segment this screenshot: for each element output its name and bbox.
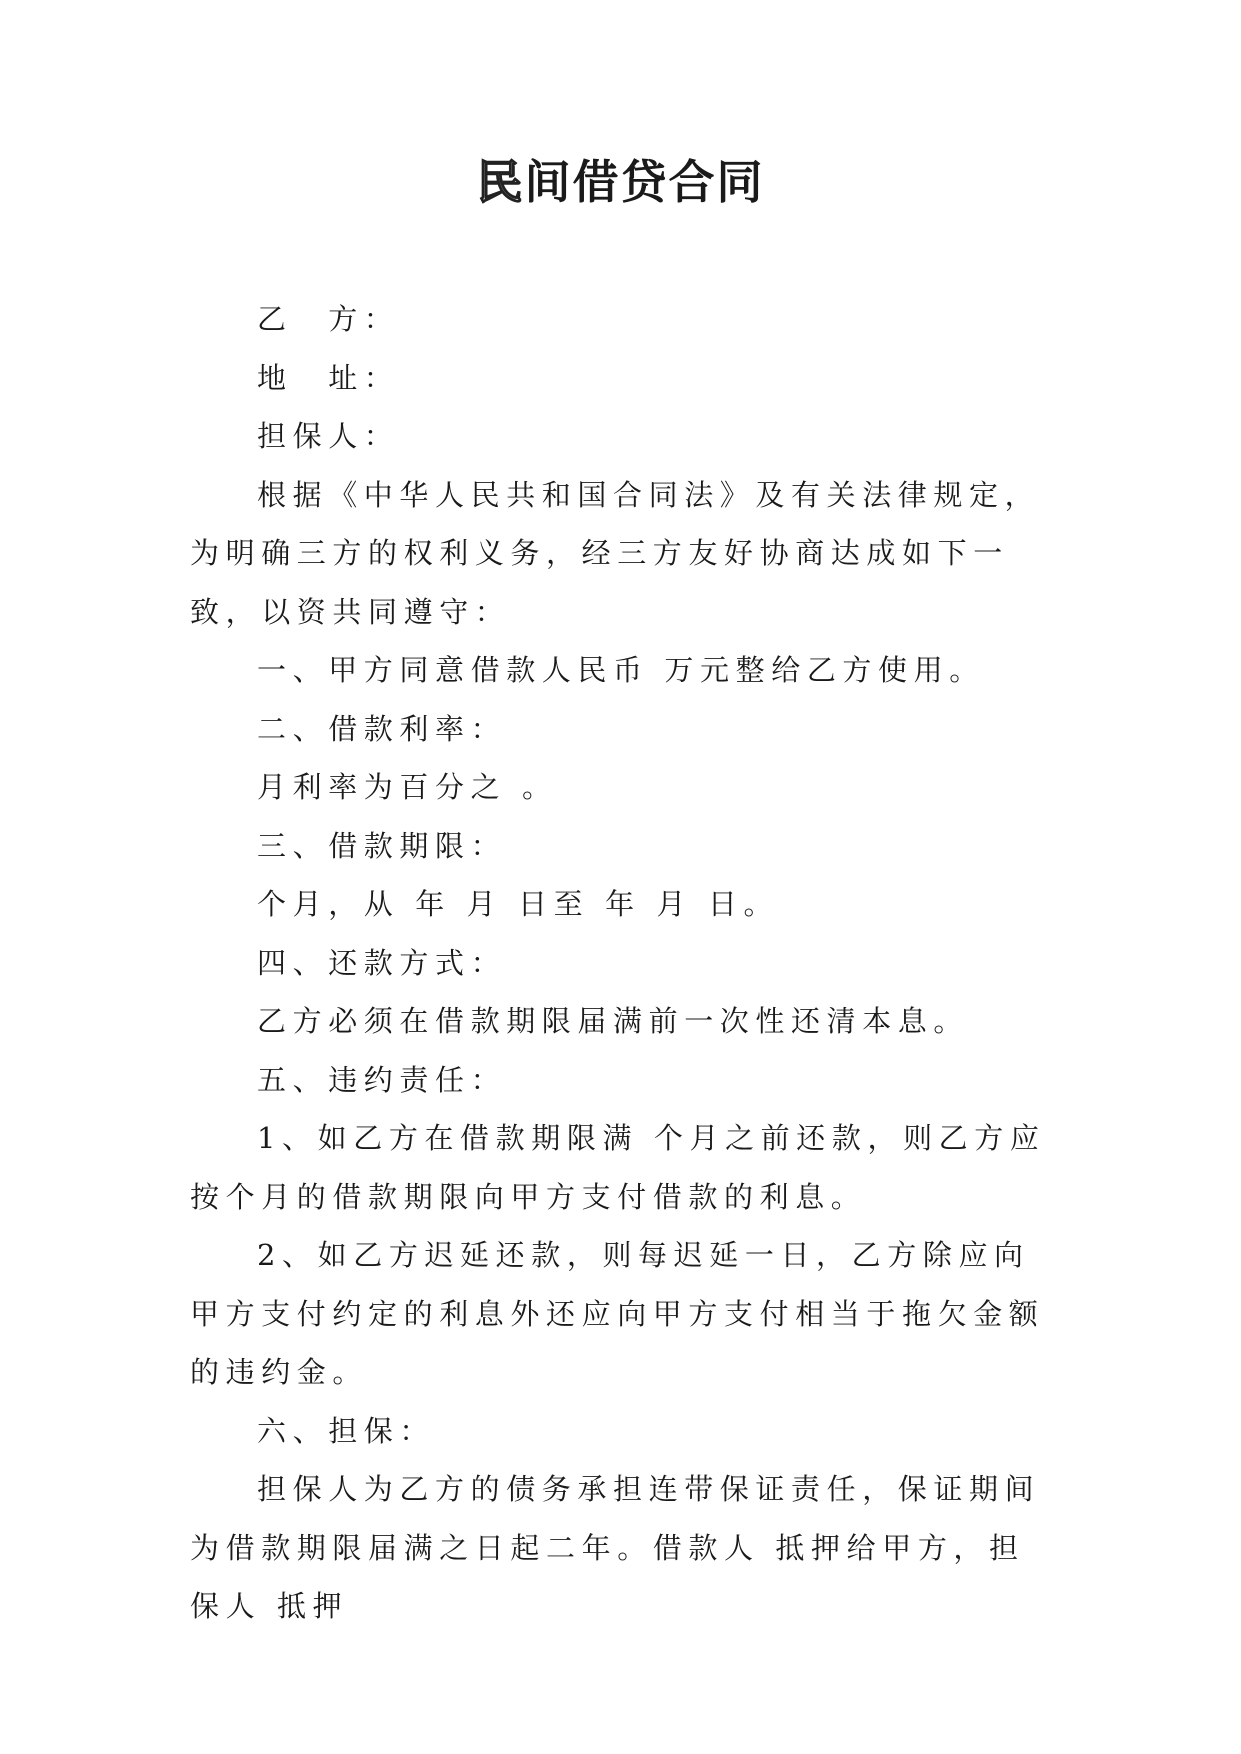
title-rest: 间借贷合同 [524,155,765,209]
clause-5-heading: 五、违约责任： [257,1062,507,1097]
clause-1-loan-amount: 一、甲方同意借款人民币 万元整给乙方使用。 [257,653,985,687]
party-b-line: 乙 方： [257,302,400,336]
address-line: 地 址： [257,360,400,395]
clause-5-item-1: 1、如乙方在借款期限满 个月之前还款，则乙方应按个月的借款期限向甲方支付借款的利息。 [190,1121,1046,1214]
document-title [0,152,1241,212]
preamble-paragraph: 根据《中华人民共和国合同法》及有关法律规定，为明确三方的权利义务，经三方友好协商达成如下一致，以资共同遵守： [190,477,1041,629]
clause-4-heading: 四、还款方式： [257,945,507,980]
title-first-char: 民 [476,155,525,209]
document-body [190,290,1060,1636]
clause-4-repayment: 乙方必须在借款期限届满前一次性还清本息。 [257,1004,970,1038]
clause-6-heading: 六、担保： [257,1413,436,1448]
guarantor-line: 担保人： [257,419,400,453]
clause-3-loan-term: 个月，从 年 月 日至 年 月 日。 [257,887,780,921]
clause-5-item-2: 2、如乙方迟延还款，则每迟延一日，乙方除应向甲方支付约定的利息外还应向甲方支付相当于拖欠金额 的违约金。 [190,1238,1045,1389]
clause-6-guarantee: 担保人为乙方的债务承担连带保证责任，保证期间为借款期限届满之日起二年。借款人 抵押给甲方，担保人 抵押 [190,1472,1041,1623]
clause-2-interest-rate: 月利率为百分之 。 [257,770,558,804]
clause-2-heading: 二、借款利率： [257,711,507,746]
clause-3-heading: 三、借款期限： [257,828,507,863]
